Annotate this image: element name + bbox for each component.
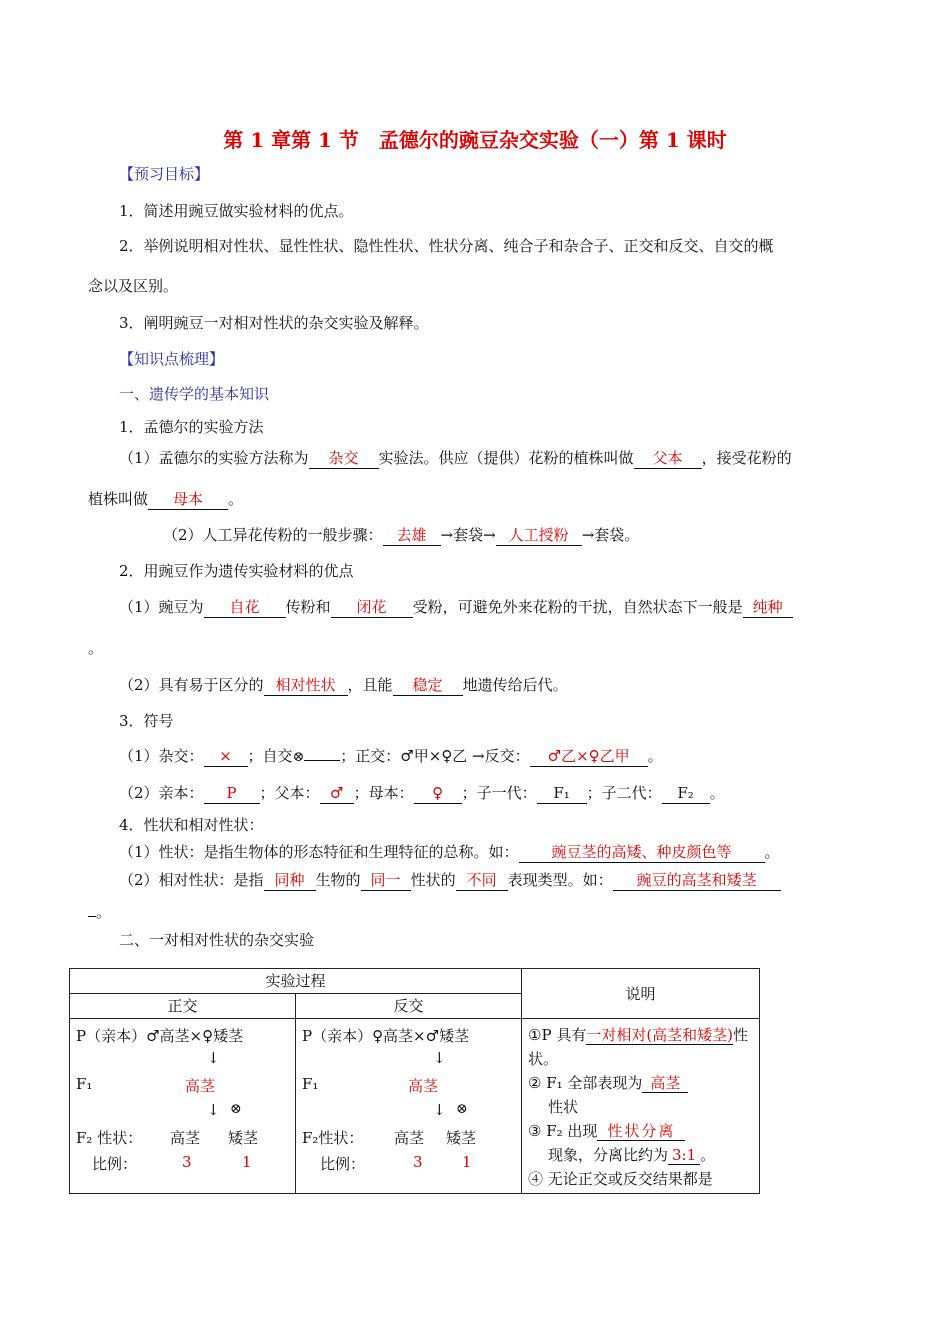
f1-label: F₁ <box>76 1075 93 1093</box>
answer-blank: 人工授粉 <box>496 526 582 546</box>
ratio-label: 比例： <box>92 1155 138 1173</box>
selfing-symbol-icon: ⊗ <box>230 1101 242 1117</box>
answer-blank: 稳定 <box>393 676 463 696</box>
short-label: 矮茎 <box>446 1129 477 1147</box>
answer-blank: 去雄 <box>383 526 441 546</box>
ratio-short: 1 <box>462 1153 472 1171</box>
symbols-cross: （1）杂交： × ；自交⊗ ；正交：♂甲×♀乙 →反交： ♂乙×♀乙甲 。 <box>119 747 663 765</box>
preview-item-2-cont: 念以及区别。 <box>88 277 179 295</box>
down-arrow-icon: ↓ <box>433 1101 446 1119</box>
parent-cross: P（亲本）♀高茎×♂矮茎 <box>302 1027 470 1045</box>
symbols-parents: （2）亲本： P ；父本： ♂ ；母本： ♀ ；子一代： F₁ ；子二代： F₂ 。 <box>119 784 725 802</box>
note-2-cont: 性状 <box>548 1098 579 1116</box>
answer-blank: 自花 <box>204 598 286 618</box>
note-4: ④ 无论正交或反交结果都是 <box>528 1170 713 1188</box>
short-label: 矮茎 <box>228 1129 259 1147</box>
f1-value: 高茎 <box>408 1077 439 1095</box>
part1-heading: 一、遗传学的基本知识 <box>119 385 270 403</box>
preview-item-1: 1．简述用豌豆做实验材料的优点。 <box>119 202 354 220</box>
pea-advantage-1-end: 。 <box>88 639 104 657</box>
answer-blank: P <box>204 784 260 804</box>
preview-item-2: 2．举例说明相对性状、显性性状、隐性性状、性状分离、纯合子和杂合子、正交和反交、自交的概 <box>119 237 774 255</box>
parent-cross: P（亲本）♂高茎×♀矮茎 <box>76 1027 244 1045</box>
answer-blank: 豌豆的高茎和矮茎 <box>613 871 781 891</box>
ratio-tall: 3 <box>182 1153 192 1171</box>
section-4-heading: 4．性状和相对性状： <box>119 816 264 834</box>
pea-advantage-1: （1）豌豆为 自花 传粉和 闭花 受粉，可避免外来花粉的干扰，自然状态下一般是 纯种 <box>119 597 793 618</box>
pea-advantage-2: （2）具有易于区分的 相对性状 ，且能 稳定 地遗传给后代。 <box>119 676 568 694</box>
method-sentence-cont: 植株叫做 母本 。 <box>88 490 244 508</box>
reverse-cross-cell <box>296 1019 521 1193</box>
answer-blank: ♂ <box>320 784 354 804</box>
note-header: 说明 <box>522 969 760 1019</box>
answer-blank <box>304 760 340 761</box>
answer-blank: 杂交 <box>309 449 379 469</box>
note-3: ③ F₂ 出现 性状分离 <box>528 1119 753 1143</box>
answer-blank: ♂乙×♀乙甲 <box>530 747 648 767</box>
down-arrow-icon: ↓ <box>207 1101 220 1119</box>
answer-blank: 不同 <box>456 871 508 891</box>
section-1-heading: 1．孟德尔的实验方法 <box>119 418 264 436</box>
selfing-symbol-icon: ⊗ <box>292 749 305 765</box>
part2-heading: 二、一对相对性状的杂交实验 <box>119 931 315 949</box>
section-2-heading: 2．用豌豆作为遗传实验材料的优点 <box>119 562 354 580</box>
trait-definition: （1）性状：是指生物体的形态特征和生理特征的总称。如： 豌豆茎的高矮、种皮颜色等 。 <box>119 843 780 861</box>
answer-blank: 父本 <box>634 449 702 469</box>
knowledge-heading: 【知识点梳理】 <box>119 350 225 368</box>
answer-blank: F₂ <box>662 784 710 804</box>
relative-trait-definition: （2）相对性状：是指 同种 生物的 同一 性状的 不同 表现类型。如： 豌豆的高茎和矮茎 <box>119 870 781 891</box>
ratio-label: 比例： <box>320 1155 366 1173</box>
process-header: 实验过程 <box>70 969 522 994</box>
f2-label: F₂ 性状： <box>76 1129 143 1147</box>
answer-blank: 豌豆茎的高矮、种皮颜色等 <box>519 843 765 863</box>
answer-blank: 同一 <box>361 871 411 891</box>
ratio-short: 1 <box>242 1153 252 1171</box>
pollination-steps: （2）人工异花传粉的一般步骤： 去雄 →套袋→ 人工授粉 →套袋。 <box>163 526 640 544</box>
answer-blank: F₁ <box>537 784 587 804</box>
f1-value: 高茎 <box>185 1077 216 1095</box>
answer-blank <box>88 916 96 917</box>
method-sentence: （1）孟德尔的实验方法称为 杂交 实验法。供应（提供）花粉的植株叫做 父本 ，接受花粉的 <box>119 449 792 467</box>
answer-blank: 母本 <box>148 490 228 510</box>
tall-label: 高茎 <box>170 1129 201 1147</box>
section-3-heading: 3．符号 <box>119 712 174 730</box>
f2-label: F₂性状： <box>302 1129 364 1147</box>
preview-heading: 【预习目标】 <box>119 165 210 183</box>
f1-label: F₁ <box>302 1075 319 1093</box>
down-arrow-icon: ↓ <box>433 1049 446 1067</box>
answer-blank: 闭花 <box>331 598 413 618</box>
reverse-cross-header: 反交 <box>296 994 522 1019</box>
ratio-tall: 3 <box>413 1153 423 1171</box>
experiment-table <box>69 968 760 1194</box>
answer-blank: 同种 <box>264 871 316 891</box>
tall-label: 高茎 <box>394 1129 425 1147</box>
notes-cell <box>522 1019 759 1193</box>
note-2: ② F₁ 全部表现为 高茎 <box>528 1071 753 1095</box>
note-1: ①P 具有一对相对(高茎和矮茎)性状。 <box>528 1026 749 1068</box>
relative-trait-end: 。 <box>88 902 111 922</box>
forward-cross-cell <box>70 1019 295 1193</box>
answer-blank: 纯种 <box>743 598 793 618</box>
selfing-symbol-icon: ⊗ <box>456 1101 468 1117</box>
answer-blank: ♀ <box>414 784 462 804</box>
answer-blank: × <box>204 747 248 767</box>
down-arrow-icon: ↓ <box>207 1049 220 1067</box>
forward-cross-header: 正交 <box>70 994 296 1019</box>
preview-item-3: 3．阐明豌豆一对相对性状的杂交实验及解释。 <box>119 314 429 332</box>
note-3-cont: 现象，分离比约为 3:1 。 <box>548 1146 716 1164</box>
page-title: 第 1 章第 1 节 孟德尔的豌豆杂交实验（一）第 1 课时 <box>223 128 727 152</box>
answer-blank: 相对性状 <box>264 676 348 696</box>
